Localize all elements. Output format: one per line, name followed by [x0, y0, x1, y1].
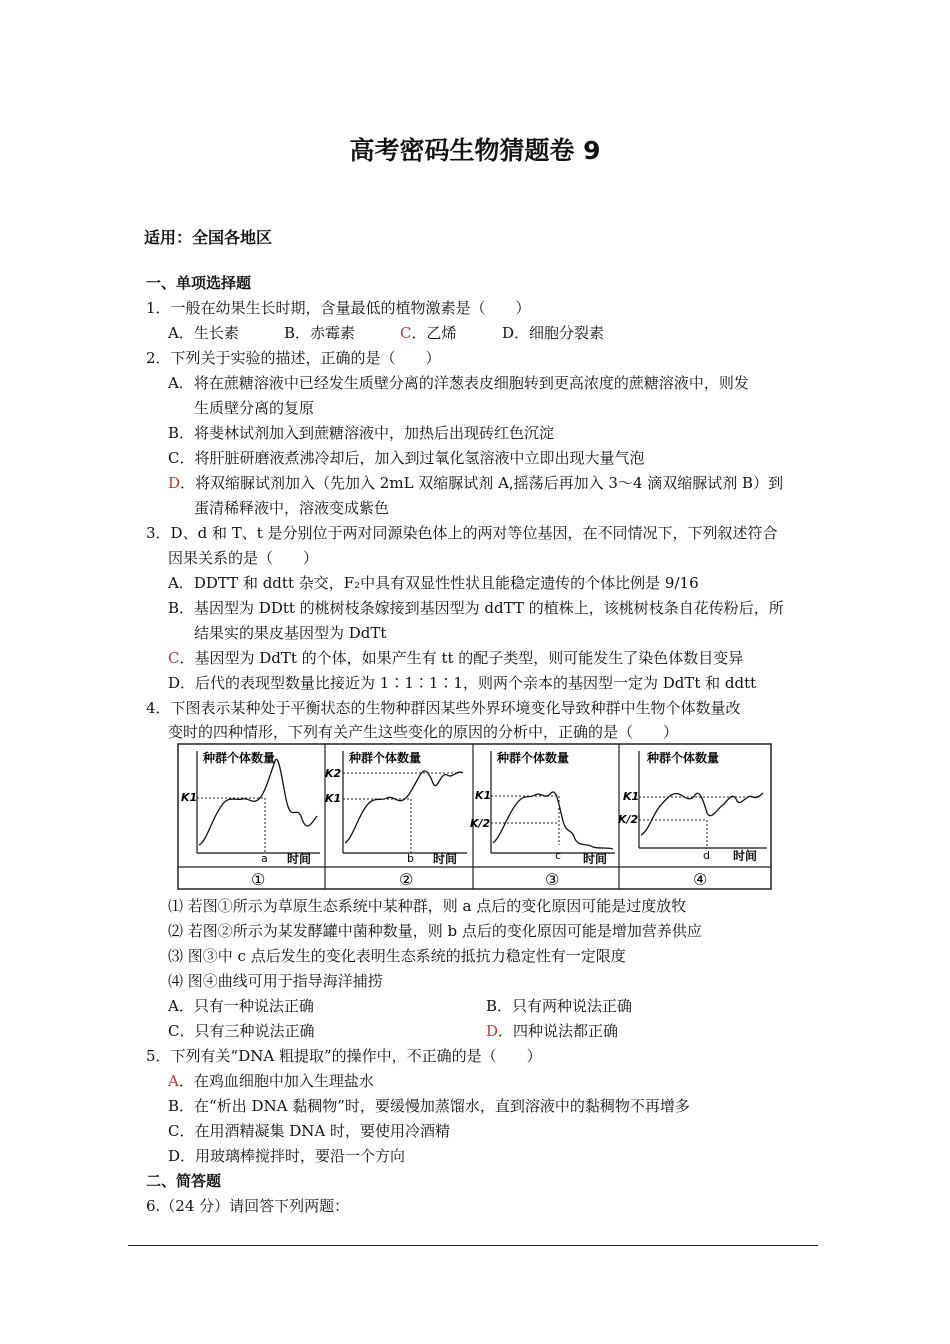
panel-3-number: ③: [545, 870, 560, 889]
q4-answer-letter: D: [486, 1022, 499, 1040]
panel-4-khalf-label: K/2: [618, 813, 639, 826]
q1-answer-letter: C: [400, 324, 412, 342]
panel-2-curve: [345, 771, 463, 843]
q5-option-a-text: ．在鸡血细胞中加入生理盐水: [178, 1072, 374, 1090]
panel-1-k1-label: K1: [181, 791, 198, 804]
q5-option-b: B．在“析出 DNA 黏稠物”时，要缓慢加蒸馏水，直到溶液中的黏稠物不再增多: [168, 1097, 690, 1115]
q3-option-c: [168, 648, 743, 668]
q1-option-d: D．细胞分裂素: [502, 324, 605, 342]
q2-option-d-line2: 蛋清稀释液中，溶液变成紫色: [194, 499, 390, 517]
q2-option-d-text: ．将双缩脲试剂加入（先加入 2mL 双缩脲试剂 A,摇荡后再加入 3～4 滴双缩脲试剂 B）到: [180, 474, 784, 492]
panel-2-k1-label: K1: [325, 792, 342, 805]
q1-option-c: [400, 323, 457, 343]
panel-2-k2-label: K2: [325, 767, 342, 780]
footer-divider: [128, 1245, 818, 1246]
q2-stem: 2．下列关于实验的描述，正确的是（ ）: [146, 349, 441, 367]
q3-stem-line2: 因果关系的是（ ）: [168, 549, 319, 567]
panel-3: [470, 750, 615, 889]
q4-statement-3: ⑶ 图③中 c 点后发生的变化表明生态系统的抵抗力稳定性有一定限度: [168, 947, 626, 965]
panel-4-xlabel: 时间: [733, 849, 758, 863]
panel-3-point-c: c: [555, 849, 562, 862]
q2-answer-letter: D: [168, 474, 181, 492]
panel-2-xlabel: 时间: [433, 852, 458, 866]
panel-4-point-d: d: [703, 849, 710, 862]
q3-option-c-text: ．基因型为 DdTt 的个体，如果产生有 tt 的配子类型，则可能发生了染色体数目变异: [179, 649, 744, 667]
q1-option-b: B．赤霉素: [284, 324, 356, 342]
panel-4-ylabel: 种群个体数量: [647, 751, 720, 765]
panel-1: [181, 750, 320, 889]
q1-option-a: A．生长素: [168, 324, 239, 342]
panel-1-curve: [199, 759, 317, 845]
panel-3-ylabel: 种群个体数量: [497, 751, 570, 765]
panel-4-number: ④: [693, 870, 708, 889]
panel-3-curve: [493, 792, 613, 849]
q4-stem-line1: 4．下图表示某种处于平衡状态的生物种群因某些外界环境变化导致种群中生物个体数量改: [146, 699, 741, 717]
q5-option-a: [168, 1071, 374, 1091]
q5-stem: 5．下列有关“DNA 粗提取”的操作中，不正确的是（ ）: [146, 1047, 542, 1065]
panel-3-k1-label: K1: [475, 789, 492, 802]
section-2-heading: 二、简答题: [146, 1172, 222, 1190]
panel-2-ylabel: 种群个体数量: [349, 751, 422, 765]
q4-statement-1: ⑴ 若图①所示为草原生态系统中某种群，则 a 点后的变化原因可能是过度放牧: [168, 897, 687, 915]
panel-1-number: ①: [251, 870, 266, 889]
panel-4-curve: [641, 793, 763, 835]
q4-option-d: [486, 1021, 618, 1041]
page-title: 高考密码生物猜题卷 9: [349, 136, 601, 165]
q4-statement-2: ⑵ 若图②所示为某发酵罐中菌种数量，则 b 点后的变化原因可能是增加营养供应: [168, 922, 702, 940]
q2-option-a-line2: 生质壁分离的复原: [194, 399, 315, 417]
panel-1-xlabel: 时间: [287, 852, 312, 866]
panel-2-number: ②: [399, 870, 414, 889]
q4-option-a: A．只有一种说法正确: [168, 997, 314, 1015]
q2-option-b: B．将斐林试剂加入到蔗糖溶液中，加热后出现砖红色沉淀: [168, 424, 555, 442]
q2-option-a-line1: A．将在蔗糖溶液中已经发生质壁分离的洋葱表皮细胞转到更高浓度的蔗糖溶液中，则发: [168, 374, 749, 392]
panel-2-point-b: b: [407, 852, 414, 865]
q5-option-c: C．在用酒精凝集 DNA 时，要使用冷酒精: [168, 1122, 450, 1140]
q5-option-d: D．用玻璃棒搅拌时，要沿一个方向: [168, 1147, 406, 1165]
q5-answer-letter: A: [168, 1072, 179, 1090]
scope-label: 适用：全国各地区: [144, 228, 273, 247]
panel-3-khalf-label: K/2: [470, 817, 491, 830]
q4-stem-line2: 变时的四种情形，下列有关产生这些变化的原因的分析中，正确的是（ ）: [168, 723, 679, 741]
q2-option-d-line1: [168, 473, 783, 493]
q3-option-b-line2: 结果实的果皮基因型为 DdTt: [194, 624, 387, 642]
q4-statement-4: ⑷ 图④曲线可用于指导海洋捕捞: [168, 972, 383, 990]
panel-1-ylabel: 种群个体数量: [203, 751, 276, 765]
q3-option-a: A．DDTT 和 ddtt 杂交，F₂中具有双显性性状且能稳定遗传的个体比例是 9/16: [168, 574, 699, 592]
panel-2: [325, 750, 467, 889]
q6-stem: 6.（24 分）请回答下列两题：: [146, 1197, 350, 1215]
q3-option-b-line1: B．基因型为 DDtt 的桃树枝条嫁接到基因型为 ddTT 的植株上，该桃树枝条自花传粉后，所: [168, 599, 784, 617]
q3-answer-letter: C: [168, 649, 180, 667]
panel-4-k1-label: K1: [623, 790, 640, 803]
q4-option-c: C．只有三种说法正确: [168, 1022, 315, 1040]
q3-option-d: D．后代的表现型数量比接近为 1∶1∶1∶1，则两个亲本的基因型一定为 DdTt 和 ddtt: [168, 674, 757, 692]
section-1-heading: 一、单项选择题: [146, 274, 252, 292]
q3-stem-line1: 3．D、d 和 T、t 是分别位于两对同源染色体上的两对等位基因，在不同情况下，下列叙述符合: [146, 524, 778, 542]
q4-option-d-text: ．四种说法都正确: [498, 1022, 619, 1040]
panel-3-xlabel: 时间: [583, 852, 608, 866]
panel-1-point-a: a: [261, 852, 268, 865]
q1-stem: 1．一般在幼果生长时期，含量最低的植物激素是（ ）: [146, 299, 531, 317]
population-curves-figure: [177, 743, 772, 890]
panel-4: [618, 750, 767, 889]
q4-option-b: B．只有两种说法正确: [486, 997, 633, 1015]
q1-option-c-text: ．乙烯: [411, 324, 457, 342]
q2-option-c: C．将肝脏研磨液煮沸冷却后，加入到过氧化氢溶液中立即出现大量气泡: [168, 449, 645, 467]
